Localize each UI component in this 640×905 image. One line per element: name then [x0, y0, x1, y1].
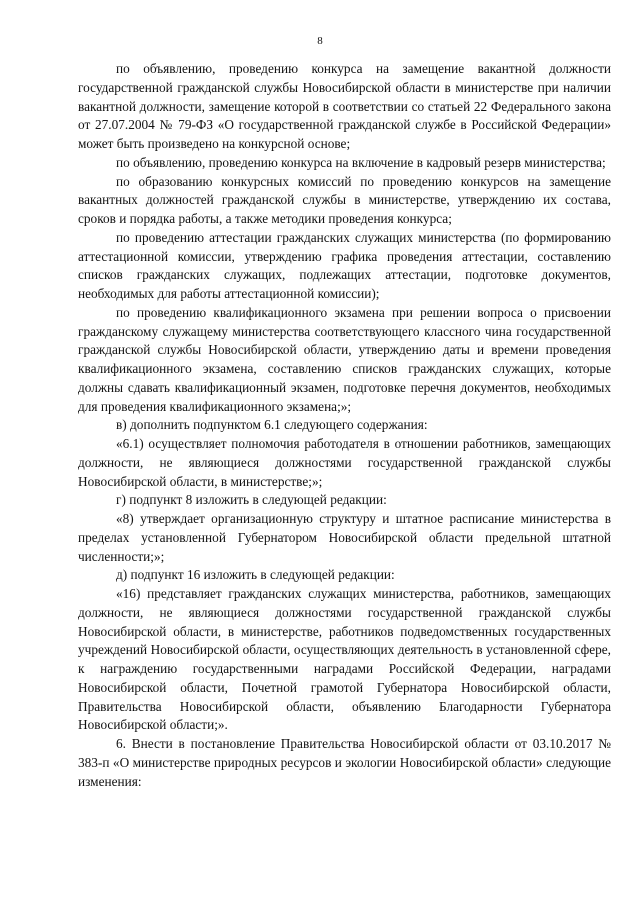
- paragraph: по объявлению, проведению конкурса на включение в кадровый резерв министерства;: [116, 154, 606, 170]
- page-number: 8: [317, 35, 323, 47]
- paragraph: по проведению аттестации гражданских служащих министерства (по формированию аттестационной комиссии, утверждению графика проведения аттестации, составлению списков гражданских служащих, подлежащих аттестации, подготовке документов, необходимых для работы аттестационной комиссии);: [78, 229, 611, 301]
- paragraph: д) подпункт 16 изложить в следующей редакции:: [116, 567, 395, 583]
- document-body: [78, 60, 611, 791]
- paragraph: «16) представляет гражданских служащих министерства, работников, замещающих должности, не являющиеся должностями государственной гражданской службы Новосибирской области, в министерстве, работников подведомственных государственных учреждений Новосибирской области, осуществляющих деятельность в установленной сфере, к награждению государственными наградами Российской Федерации, наградами Новосибирской области, Почетной грамотой Губернатора Новосибирской области, Правительства Новосибирской области, объявлению Благодарности Губернатора Новосибирской области;».: [78, 586, 611, 733]
- paragraph: «8) утверждает организационную структуру и штатное расписание министерства в пределах установленной Губернатором Новосибирской области предельной штатной численности;»;: [78, 511, 611, 564]
- paragraph: по образованию конкурсных комиссий по проведению конкурсов на замещение вакантных должностей гражданской службы в министерстве, утверждению их состава, сроков и порядка работы, а также методики проведения конкурса;: [78, 173, 611, 226]
- paragraph: по проведению квалификационного экзамена при решении вопроса о присвоении гражданскому служащему министерства соответствующего классного чина государственной гражданской службы Новосибирской области, утверждению даты и времени проведения квалификационного экзамена, составлению списков гражданских служащих, которые должны сдавать квалификационный экзамен, подготовке перечня документов, необходимых для проведения квалификационного экзамена;»;: [78, 304, 611, 414]
- paragraph: «6.1) осуществляет полномочия работодателя в отношении работников, замещающих должности, не являющиеся должностями государственной гражданской службы Новосибирской области, в министерстве;»;: [78, 436, 611, 489]
- paragraph: в) дополнить подпунктом 6.1 следующего содержания:: [116, 417, 428, 433]
- paragraph: 6. Внести в постановление Правительства Новосибирской области от 03.10.2017 № 383-п «О министерстве природных ресурсов и экологии Новосибирской области» следующие изменения:: [78, 736, 611, 789]
- paragraph: по объявлению, проведению конкурса на замещение вакантной должности государственной гражданской службы Новосибирской области в министерстве при наличии вакантной должности, замещение которой в соответствии со статьей 22 Федерального закона от 27.07.2004 № 79-ФЗ «О государственной гражданской службе в Российской Федерации» может быть произведено на конкурсной основе;: [78, 61, 611, 151]
- paragraph: г) подпункт 8 изложить в следующей редакции:: [116, 492, 387, 508]
